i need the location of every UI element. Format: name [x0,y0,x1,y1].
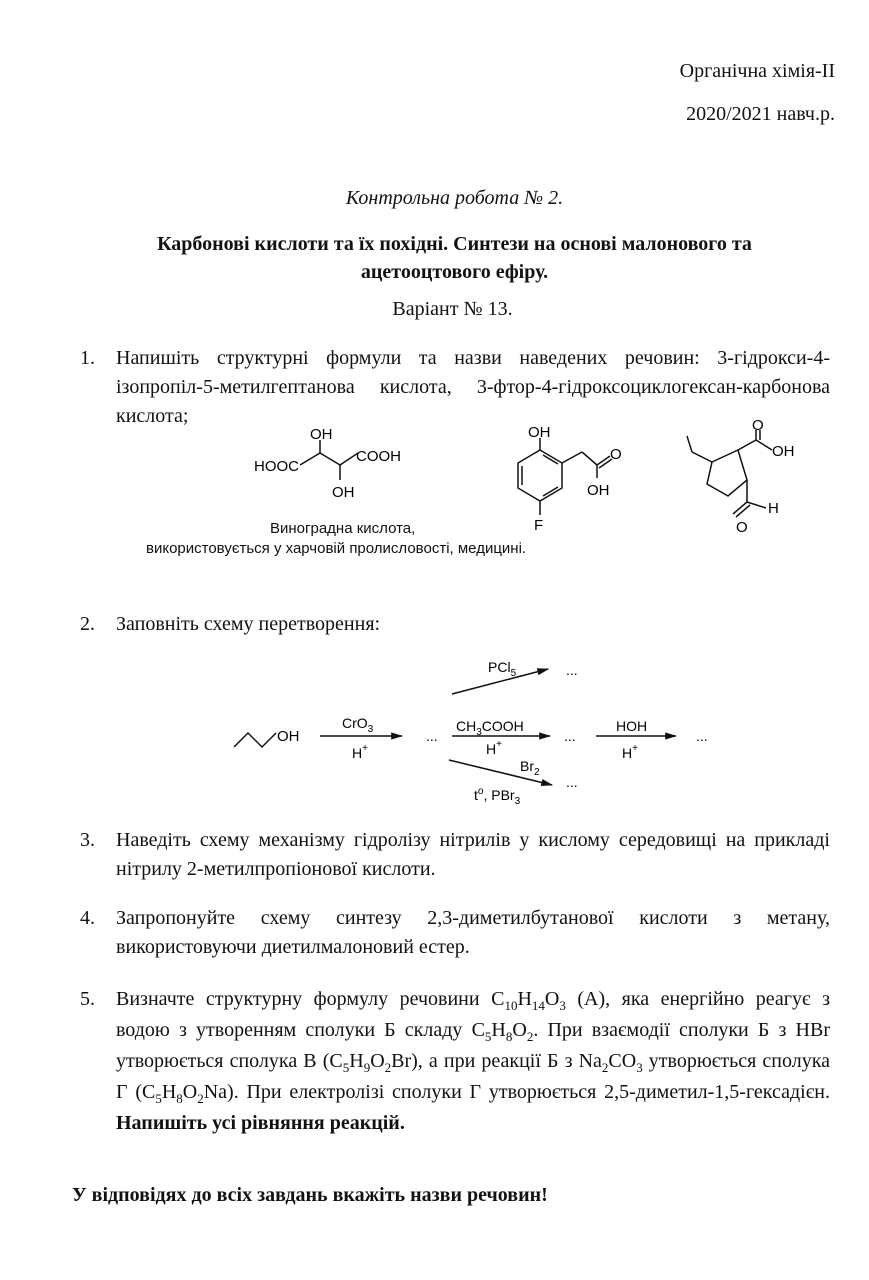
course-name: Органічна хімія-II [679,60,835,82]
propanol-oh: OH [277,728,300,745]
footer-note: У відповідях до всіх завдань вкажіть назви речовин! [72,1184,548,1206]
reagent-h-plus-3: H+ [622,743,638,761]
reagent-cro3: CrO$_3$ [342,715,374,735]
product-dots-up: ... [566,662,578,678]
cyclopentane-structure [687,430,772,517]
tartaric-oh-top: OH [310,426,333,443]
tartaric-caption-1: Виноградна кислота, [270,520,416,537]
task-text: Визначте структурну формулу речовини $C_{10}H_{14}O_3$ (А), яка енергійно реагує з водою з утворенням сполуки Б складу $C_5H_8O_2$. При взаємодії сполуки Б з HBr утворюється сполука В $(C_5H_9O_2Br)$, а при реакції Б з $Na_2CO_3$ утворюється сполука Г $(C_5H_8O_2Na)$. При електролізі сполуки Г утворюється 2,5-диметил-1,5-гексадієн. Напишіть усі рівняння реакцій. [116,988,831,1134]
reagent-ch3cooh: $CH_3COOH$ [456,718,524,738]
cyclo-carbonyl-o: O [752,420,764,434]
task-text: Заповніть схему перетворення: [116,613,381,635]
product-dots-3: ... [696,728,708,744]
academic-year: 2020/2021 навч.р. [686,103,835,125]
task-5 [80,984,830,1139]
task-text: Запропонуйте схему синтезу 2,3-диметилбутанової кислоти з метану, використовуючи диетилмалоновий естер. [116,907,830,958]
reaction-scheme [220,650,740,820]
task-4 [80,904,830,962]
aldehyde-o: O [736,519,748,536]
carbonyl-o: O [610,446,622,463]
task-number: 2. [80,613,95,635]
propanol-skeleton [234,733,276,747]
reagent-hoh: HOH [616,718,648,734]
tartaric-acid-structure [300,440,358,480]
cyclo-acid-oh: OH [772,443,795,460]
topic-line-2: ацетооцтового ефіру. [360,261,549,283]
variant-label: Варіант № 13. [392,298,513,320]
reagent-pcl5: PCl$_5$ [488,659,517,679]
reagent-t-pbr3: $t^o$, PBr$_3$ [474,786,521,807]
reagent-h-plus-1: H+ [352,743,368,761]
product-dots-2: ... [564,728,576,744]
topic-title [20,230,869,286]
topic-line-1: Карбонові кислоти та їх похідні. Синтези на основі малонового та [157,233,752,255]
task-5-emphasis: Напишіть усі рівняння реакцій. [116,1112,405,1134]
phenylacetic-acid-structure [518,438,612,515]
product-dots-down: ... [566,774,578,790]
tartaric-cooh: COOH [356,448,401,465]
reagent-h-plus-2: H+ [486,739,502,757]
acid-oh: OH [587,482,610,499]
reagent-br2: $Br_2$ [520,758,540,778]
task-text: Наведіть схему механізму гідролізу нітрилів у кислому середовищі на прикладі нітрилу 2-метилпропіонової кислоти. [116,829,830,880]
tartaric-hooc: HOOC [254,458,299,475]
task-number: 4. [80,907,95,929]
aldehyde-h: H [768,500,779,517]
task-text: Напишіть структурні формули та назви наведених речовин: 3-гідрокси-4-ізопропіл-5-метилгептанова кислота, 3-фтор-4-гідроксоциклогексан-карбонова кислота; [116,347,830,427]
task-1 [80,344,830,431]
task-2 [80,610,830,639]
task-3 [80,826,830,884]
task-number: 1. [80,347,95,369]
tartaric-caption-2: використовується у харчовій пролисловості, медицині. [146,540,527,557]
fluorine: F [534,517,544,534]
tartaric-oh-bottom: OH [332,484,355,501]
task-number: 5. [80,988,95,1010]
test-title: Контрольна робота № 2. [345,187,564,209]
phenol-oh: OH [528,424,551,441]
task-number: 3. [80,829,95,851]
product-dots-1: ... [426,728,438,744]
